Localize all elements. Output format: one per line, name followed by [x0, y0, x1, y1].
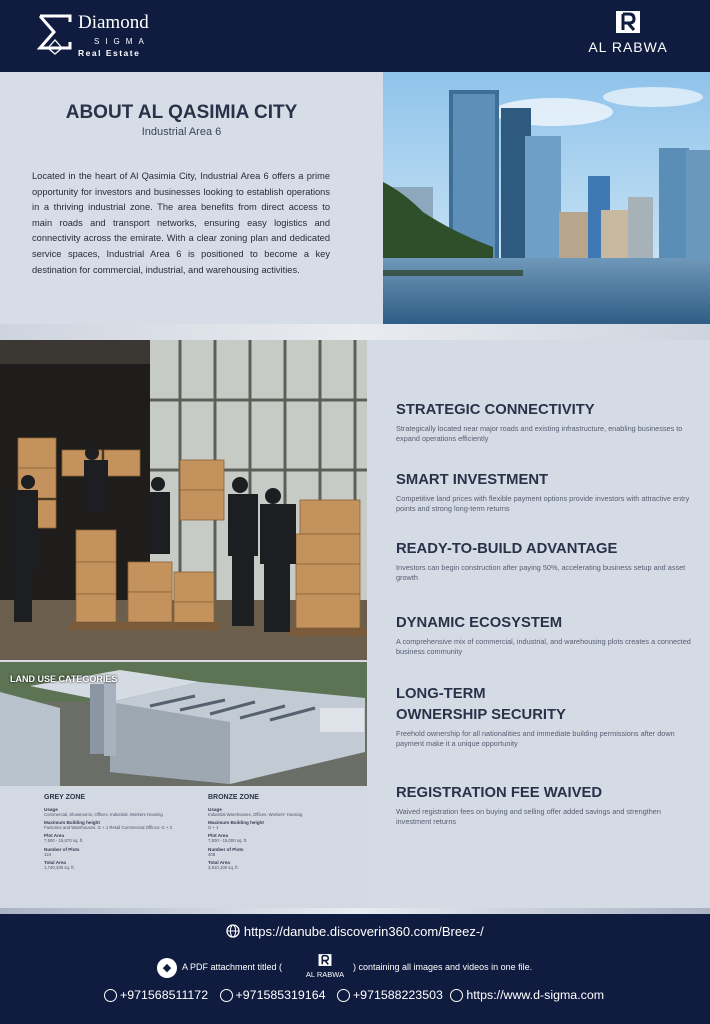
feature-item — [396, 684, 696, 749]
whatsapp-icon — [337, 989, 350, 1002]
footer-bar — [0, 914, 710, 1024]
feature-title: DYNAMIC ECOSYSTEM — [396, 615, 563, 631]
zone-value: Industrial Warehouses, Offices, Workers' Housing — [208, 812, 303, 817]
zone-value: Commercial, Showrooms, Offices, Industrial, Workers Housing — [44, 812, 163, 817]
zones-panel — [0, 786, 367, 910]
about-title: ABOUT AL QASIMIA CITY — [65, 102, 298, 123]
zone-value: 1,740,330 sq. ft. — [44, 864, 75, 870]
feature-desc: Investors can begin construction after paying 50%, accelerating business setup and asset growth — [396, 563, 686, 582]
feature-title: REGISTRATION FEE WAIVED — [396, 785, 603, 801]
logo-sigma-text: SIGMA — [94, 37, 150, 46]
sigma-diamond-icon — [36, 12, 74, 56]
zone-title: GREY ZONE — [44, 794, 86, 801]
feature-item — [396, 470, 696, 514]
feature-desc: Competitive land prices with flexible payment options provide investors with attractive entry points and strong long-term returns — [396, 494, 690, 513]
zone-value: 124 — [44, 851, 52, 857]
whatsapp-icon — [104, 989, 117, 1002]
globe-icon — [450, 989, 463, 1002]
feature-item — [396, 783, 696, 827]
feature-desc: Strategically located near major roads and existing infrastructure, enabling businesses to expand operations efficiently — [396, 424, 683, 443]
virtual-tour-link[interactable] — [0, 924, 710, 939]
r-monogram-icon — [615, 10, 641, 34]
about-subtitle: Industrial Area 6 — [141, 126, 222, 138]
pdf-icon[interactable]: ◆ — [157, 958, 177, 978]
zone-value: Factories and Warehouses: G + 1 Retail Commercial Offices: G + 2 — [44, 825, 173, 831]
zone-value: 7,500 - 15,000 sq. ft. — [208, 838, 248, 844]
al-rabwa-logo[interactable] — [580, 10, 676, 60]
zone-label: Number of Plots — [208, 846, 244, 852]
zone-title: BRONZE ZONE — [208, 794, 259, 801]
phone-number: +971585319164 — [235, 988, 326, 1003]
diamond-sigma-logo[interactable] — [36, 10, 176, 60]
phone-link-2[interactable] — [220, 987, 326, 1002]
about-body: Located in the heart of Al Qasimia City, Industrial Area 6 offers a prime opportunity for investors and businesses looking to establish operations in a thriving industrial zone. The area benefits from direct access to main roads and transport networks, ensuring easy logistics and connectivity across the emirate. With a clear zoning plan and dedicated service spaces, Industrial Area 6 is positioned to become a key destination for commercial, industrial, and warehousing activities. — [32, 171, 330, 275]
feature-desc: Freehold ownership for all nationalities and immediate building permissions after down payment make it a unique opportunity — [396, 729, 675, 748]
section-divider — [0, 324, 710, 340]
warehouse-workers-photo — [0, 340, 367, 660]
feature-title: SMART INVESTMENT — [396, 472, 549, 488]
zone-label: Total Area — [208, 859, 230, 865]
zone-label: Plot Area — [44, 833, 64, 839]
pdf-attachment-note — [0, 954, 710, 984]
zone-value: 3,810,100 sq. ft. — [208, 864, 239, 870]
zone-label: Maximum Building height — [44, 820, 100, 826]
phone-link-1[interactable] — [104, 987, 208, 1002]
website-url: https://www.d-sigma.com — [466, 988, 605, 1003]
zone-label: Number of Plots — [44, 846, 80, 852]
logo-realestate-text: Real Estate — [78, 48, 141, 58]
zone-label: Total Area — [44, 859, 66, 865]
zone-value: G + 1 — [208, 825, 219, 831]
zone-label: Usage — [44, 807, 58, 812]
feature-item — [396, 539, 696, 583]
feature-item — [396, 400, 696, 444]
zone-value: 408 — [208, 851, 216, 857]
virtual-tour-url: https://danube.discoverin360.com/Breez-/ — [243, 924, 484, 939]
pdf-al-rabwa-logo — [300, 953, 350, 979]
land-use-label: LAND USE CATEGORIES — [10, 674, 118, 684]
header-bar — [0, 0, 710, 72]
contact-row — [104, 987, 604, 1002]
pdf-text-before: A PDF attachment titled ( — [182, 962, 283, 972]
pdf-logo-name: AL RABWA — [305, 970, 345, 979]
phone-number: +971568511172 — [120, 988, 209, 1003]
pdf-text-after: ) containing all images and videos in one file. — [353, 962, 533, 972]
aerial-warehouse-render — [0, 662, 367, 786]
feature-title: STRATEGIC CONNECTIVITY — [396, 402, 595, 418]
feature-item — [396, 613, 696, 657]
zone-label: Plot Area — [208, 833, 228, 839]
feature-title: READY-TO-BUILD ADVANTAGE — [396, 541, 618, 557]
globe-icon — [226, 924, 240, 938]
bronze-zone — [208, 794, 358, 873]
phone-number: +971588223503 — [352, 988, 443, 1003]
grey-zone — [44, 794, 194, 873]
logo-brand-text: Diamond — [78, 12, 149, 33]
phone-link-3[interactable] — [337, 987, 443, 1002]
whatsapp-icon — [220, 989, 233, 1002]
zone-label: Usage — [208, 807, 222, 812]
al-rabwa-name: AL RABWA — [588, 39, 668, 55]
feature-desc: Waived registration fees on buying and selling offer added savings and strengthen investment returns — [396, 807, 661, 826]
feature-title: LONG-TERM OWNERSHIP SECURITY — [396, 686, 566, 723]
about-section — [0, 72, 383, 324]
zone-value: 7,500 - 15,570 sq. ft. — [44, 838, 84, 844]
website-link[interactable] — [450, 987, 604, 1002]
zone-label: Maximum Building height — [208, 820, 264, 826]
r-monogram-icon — [318, 953, 332, 967]
city-skyline-photo — [383, 72, 710, 324]
features-panel — [367, 340, 710, 910]
feature-desc: A comprehensive mix of commercial, industrial, and warehousing plots creates a connected business community — [396, 637, 691, 656]
